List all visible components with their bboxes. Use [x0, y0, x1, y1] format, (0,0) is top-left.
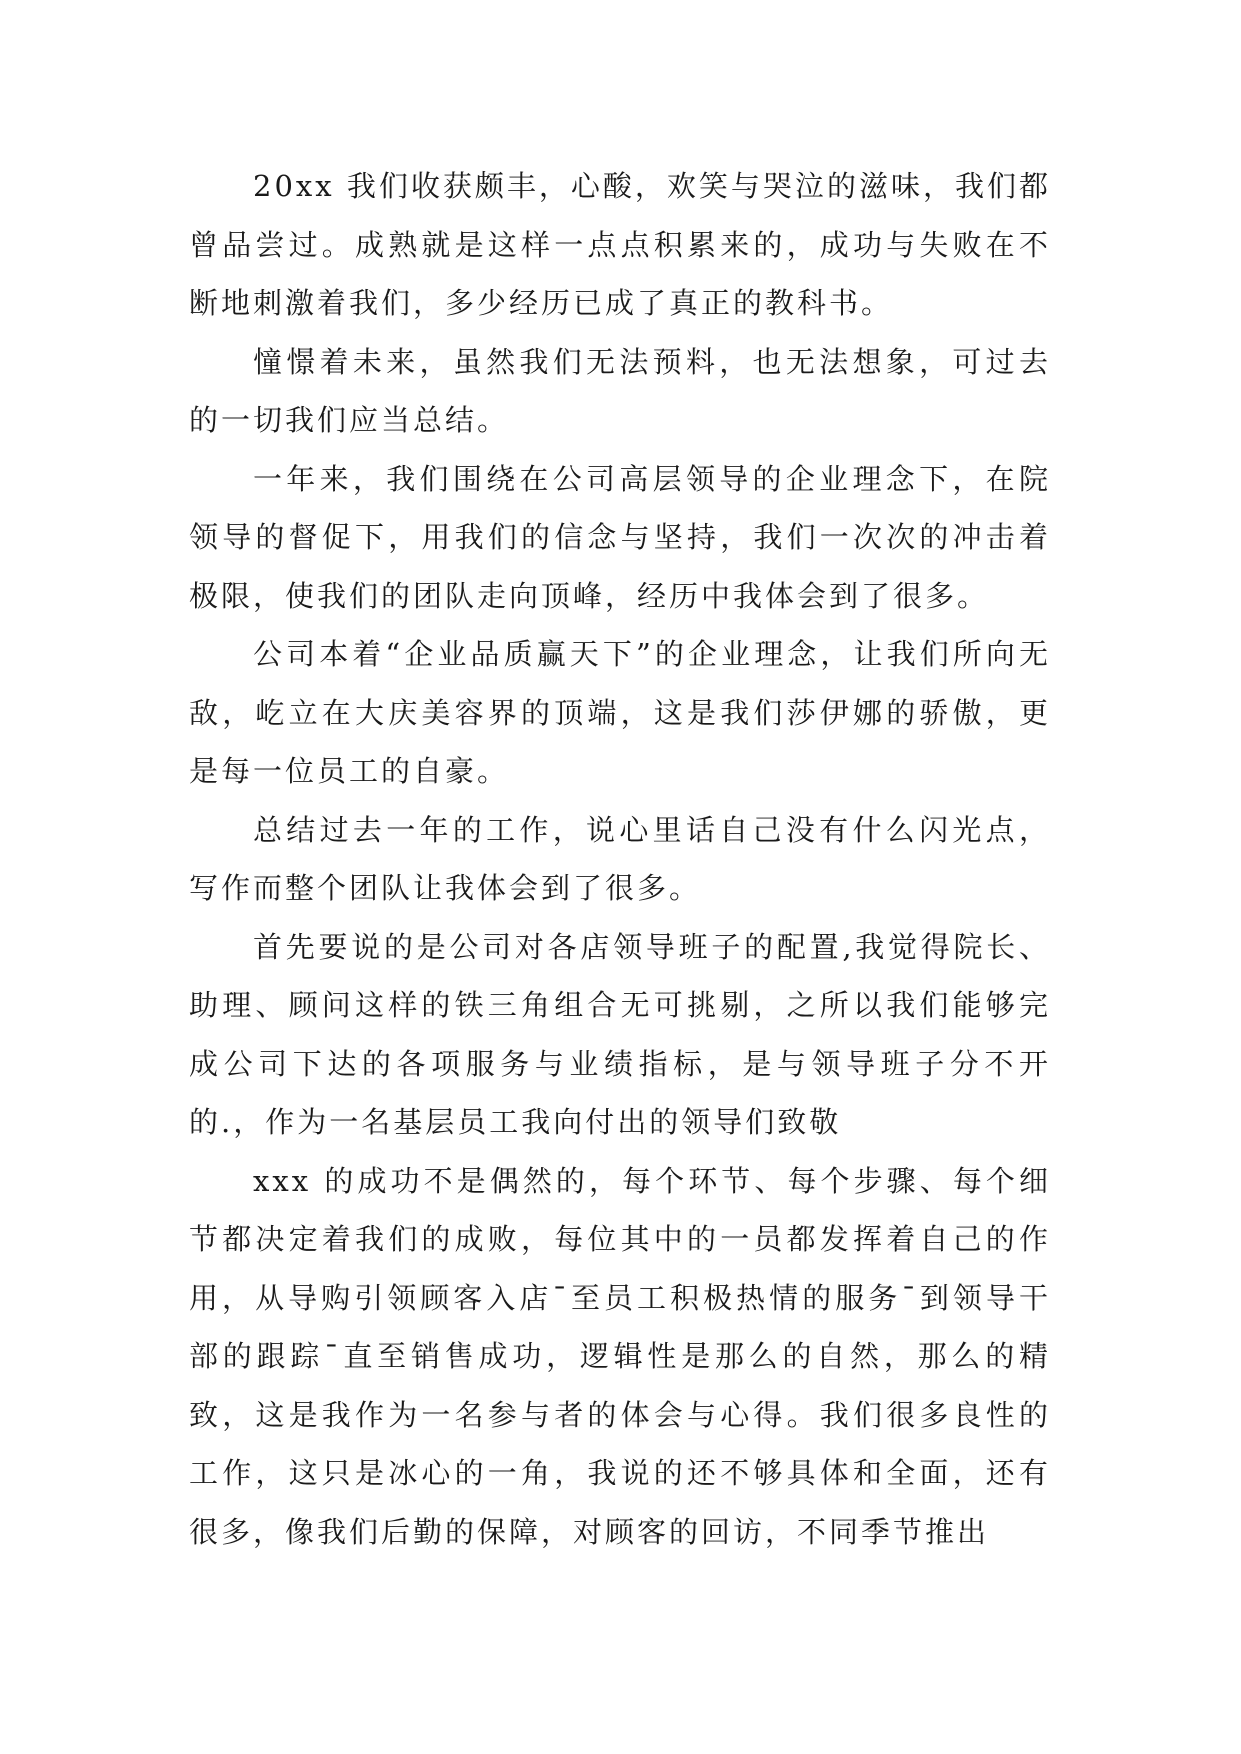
paragraph-1: 20xx 我们收获颇丰，心酸，欢笑与哭泣的滋味，我们都曾品尝过。成熟就是这样一点点积累来的，成功与失败在不断地刺激着我们，多少经历已成了真正的教科书。	[189, 169, 1051, 320]
document-body	[189, 157, 1051, 1561]
paragraph-6: 首先要说的是公司对各店领导班子的配置,我觉得院长、助理、顾问这样的铁三角组合无可挑剔，之所以我们能够完成公司下达的各项服务与业绩指标，是与领导班子分不开的.，作为一名基层员工我向付出的领导们致敬	[189, 929, 1051, 1139]
paragraph-3: 一年来，我们围绕在公司高层领导的企业理念下，在院领导的督促下，用我们的信念与坚持，我们一次次的冲击着极限，使我们的团队走向顶峰，经历中我体会到了很多。	[189, 461, 1051, 613]
paragraph-2: 憧憬着未来，虽然我们无法预料，也无法想象，可过去的一切我们应当总结。	[189, 344, 1051, 437]
paragraph-4: 公司本着“企业品质赢天下”的企业理念，让我们所向无敌，屹立在大庆美容界的顶端，这是我们莎伊娜的骄傲，更是每一位员工的自豪。	[189, 637, 1051, 788]
paragraph-5: 总结过去一年的工作，说心里话自己没有什么闪光点，写作而整个团队让我体会到了很多。	[189, 812, 1051, 905]
paragraph-7: xxx 的成功不是偶然的，每个环节、每个步骤、每个细节都决定着我们的成败，每位其中的一员都发挥着自己的作用，从导购引领顾客入店¯至员工积极热情的服务¯到领导干部的跟踪¯直至销售成功，逻辑性是那么的自然，那么的精致，这是我作为一名参与者的体会与心得。我们很多良性的工作，这只是冰心的一角，我说的还不够具体和全面，还有很多，像我们后勤的保障，对顾客的回访，不同季节推出	[189, 1163, 1051, 1549]
